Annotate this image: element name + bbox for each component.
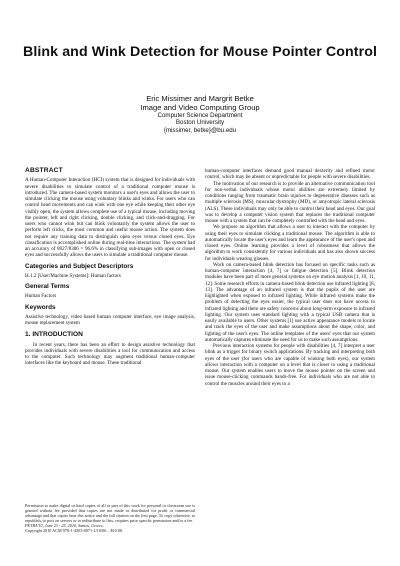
general-terms-text: Human Factors: [25, 293, 57, 300]
general-terms-heading: General Terms: [25, 283, 70, 290]
keywords-heading: Keywords: [25, 303, 56, 311]
venue-text: PETRA'10, June 23 - 25, 2010, Samos, Greece.: [25, 523, 105, 528]
author-emails: {missimer, betke}@bu.edu: [163, 126, 237, 134]
permission-text: Permission to make digital or hard copies of all or part of this work for personal or classroom use is granted without fee provided that copies are not made or distributed for profit or commercial advantage and that copies bear this notice and the full citation on the first page. To copy otherwise, to republish, to post on servers or to redistribute to lists, requires prior specific permission and/or a fee.: [25, 503, 195, 523]
right-paragraph-4: Work on camera-based blink detection has focused on specific tasks such as human-computer interaction [4, 7] or fatigue detection [5]. Blink detection modules have been part of more general systems on eye motion analysis [1, 10, 11, 12]. Some research efforts in camera-based blink detection use infrared lighting [8, 13]. The advantage of an infrared system is that the pupils of the user are highlighted when exposed to infrared lighting. While infrared systems make the problem of detecting the eyes easier, the typical user does not have access to infrared lighting and there are safety concerns about long-term exposure to infrared lighting. Our system uses standard lighting with a typical USB camera that is easily available to users. Other systems [1] use active appearance models to locate and track the eyes of the user and make assumptions about the shape, color, and lighting of the user's eyes. The online templates of the users' eyes that our system automatically captures eliminate the need for us to make such assumptions.: [205, 261, 375, 343]
author-names: Eric Missimer and Margrit Betke: [146, 94, 254, 103]
intro-text: In recent years, there has been an effort to design assistive technology that provides individuals with severe disabilities a tool for communication and access to the computer. Such technology may augment traditional human-computer interfaces like the keyboard and mouse. These traditional: [25, 341, 195, 367]
author-university: Boston University: [175, 119, 225, 126]
categories-text: H.1.2 [User/Machine Systems]: Human factors: [25, 272, 121, 279]
keywords-text: Assistive technology, video based human computer interface, eye image analysis, mouse replacement system: [25, 313, 195, 326]
right-column: [205, 168, 375, 387]
left-column: [25, 168, 195, 367]
right-paragraph-5: Previous interaction systems for people with disabilities [4, 7] interpret a user blink as a trigger for binary switch applications. By tracking and interpreting both eyes of the user (for users who are capable of winking both eyes), our system allows interaction with a computer on a level that is closer to using a traditional mouse. Our system enables users to move the mouse pointer on the screen and issue mouse-clicking commands hands-free. For individuals who are not able to control the muscles around their eyes to a: [205, 343, 375, 387]
categories-heading: Categories and Subject Descriptors: [25, 262, 134, 270]
author-block: [0, 95, 400, 135]
abstract-heading: ABSTRACT: [25, 167, 63, 174]
copyright-text: Copyright 2010 ACM 978-1-4503-0071-1/10/06 ...$10.00.: [25, 528, 124, 533]
author-department: Computer Science Department: [157, 111, 243, 119]
abstract-text: A Human-Computer Interaction (HCI) system that is designed for individuals with severe disabilities to simulate control of a traditional computer mouse is introduced. The camera-based system monitors a user's eyes and allows the user to simulate clicking the mouse using voluntary blinks and winks. For users who can control head movements and can wink with one eye while keeping their other eye visibly open, the system allows complete use of a typical mouse, including moving the pointer, left and right clicking, double clicking, and click-and-dragging. For users who cannot wink but can blink voluntarily the system allows the user to perform left clicks, the most common and useful mouse action. The system does not require any training data to distinguish open eyes versus closed eyes. Eye classification is accomplished online during real-time interactions. The system had an accuracy of 8027/8306 = 96.6% in classifying sub-images with open or closed eyes and successfully allows the users to simulate a traditional computer mouse.: [25, 177, 195, 259]
copyright-footnote: [25, 503, 195, 533]
right-paragraph-1: human-computer interfaces demand good manual dexterity and refined motor control, which may be absent or unpredictable for people with severe disabilities.: [205, 168, 375, 181]
author-group: Image and Video Computing Group: [140, 103, 260, 112]
intro-heading: 1. INTRODUCTION: [25, 331, 83, 339]
right-paragraph-3: We propose an algorithm that allows a user to interact with the computer by using their eyes to simulate clicking a traditional mouse. The algorithm is able to automatically locate the user's eyes and learn the appearance of the user's open and closed eyes. Online learning provides a level of robustness that allows the algorithm to work consistently for various individuals and has also shown success for individuals wearing glasses.: [205, 224, 375, 262]
paper-title: Blink and Wink Detection for Mouse Pointer Control: [22, 44, 378, 60]
right-paragraph-2: The motivation of our research is to provide an alternative communication tool for non-verbal individuals whose motor abilities are extremely limited by conditions ranging from traumatic brain injuries to degenerative diseases such as multiple sclerosis (MS), muscular dystrophy (MD), or amyotropic lateral sclerosis (ALS). These individuals may only be able to control their head and eyes. Our goal was to develop a computer vision system that replaces the traditional computer mouse with a system that can be completely controlled with the head and eyes.: [205, 180, 375, 224]
